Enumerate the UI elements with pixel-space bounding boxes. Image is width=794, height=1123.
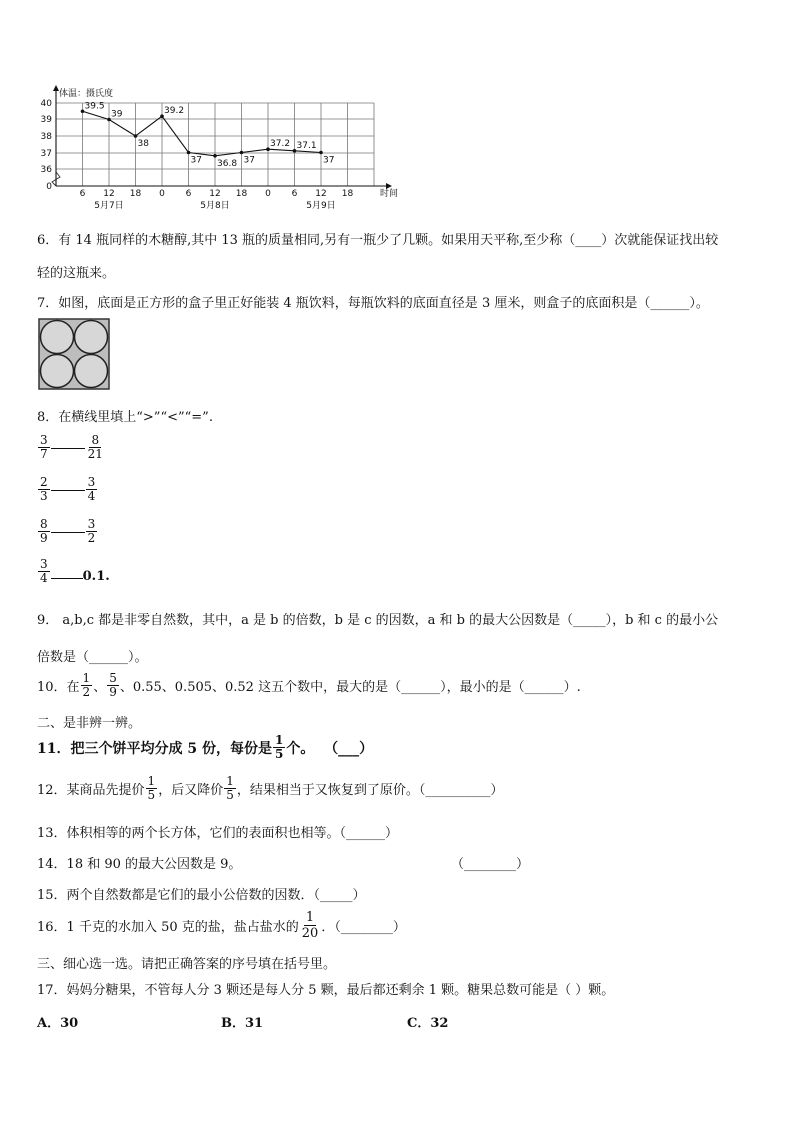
x-tick-label: 12	[315, 189, 327, 199]
question-10	[37, 672, 581, 699]
compare-blank[interactable]	[51, 447, 85, 449]
data-label: 39.2	[164, 106, 185, 117]
section-3-heading: 三、细心选一选。请把正确答案的序号填在括号里。	[37, 957, 337, 972]
fraction-right: $\frac{8}{21}$	[87, 433, 103, 461]
temperature-chart	[36, 85, 399, 215]
question-10-prefix: 10．在	[37, 680, 80, 695]
compare-row-4	[37, 558, 110, 585]
question-15	[37, 884, 366, 903]
fraction-right: $\frac{3}{4}$	[87, 475, 96, 503]
y-axis-title: 体温：摄氏度	[59, 89, 114, 99]
data-label: 37.2	[270, 139, 291, 150]
x-tick-label: 12	[209, 189, 221, 199]
option-b[interactable]: B．31	[221, 1016, 264, 1031]
question-11	[37, 734, 373, 761]
compare-blank[interactable]	[51, 489, 85, 491]
question-12-suffix: ，结果相当于又恢复到了原价。（__________）	[236, 783, 504, 798]
x-tick-label: 6	[79, 189, 86, 199]
compare-row-1	[37, 434, 106, 461]
data-point	[319, 151, 323, 155]
fraction-left: $\frac{8}{9}$	[40, 517, 48, 545]
fraction-left: $\frac{3}{7}$	[40, 433, 48, 461]
data-label: 37.1	[296, 140, 317, 151]
y-tick-label: 38	[40, 132, 52, 142]
fraction-left: $\frac{3}{4}$	[40, 557, 48, 585]
fraction-one-half: $\frac{1}{2}$	[82, 671, 91, 699]
y-tick-label: 40	[40, 99, 52, 109]
question-12	[37, 775, 503, 802]
day-label: 5月8日	[200, 201, 230, 211]
question-12-middle: ，后又降价	[158, 783, 224, 798]
question-9	[37, 609, 718, 628]
question-11-suffix: 个。 （___）	[286, 740, 374, 757]
question-6-cont	[37, 262, 115, 281]
data-label: 37	[243, 155, 255, 166]
question-17	[37, 979, 614, 998]
y-tick-label: 0	[46, 182, 52, 192]
data-point	[187, 151, 191, 155]
data-label: 36.8	[217, 158, 238, 169]
question-16-prefix: 16．1 千克的水加入 50 克的盐，盐占盐水的	[37, 920, 299, 935]
x-tick-label: 18	[129, 189, 142, 199]
question-15-text: 15．两个自然数都是它们的最小公倍数的因数．（_____）	[37, 888, 366, 903]
x-axis-title: 时间	[380, 189, 399, 199]
fraction-right: $\frac{3}{2}$	[87, 517, 96, 545]
fraction-one-twentieth: $\frac{1}{20}$	[301, 910, 319, 941]
question-17-text: 17．妈妈分糖果，不管每人分 3 颗还是每人分 5 颗，最后都还剩余 1 颗。糖果总数可能是（ ）颗。	[37, 983, 615, 998]
question-11-prefix: 11．把三个饼平均分成 5 份，每份是	[37, 740, 272, 757]
question-9-line-1: 9． a,b,c 都是非零自然数，其中，a 是 b 的倍数，b 是 c 的因数，a 和 b 的最大公因数是（_____），b 和 c 的最小公	[37, 613, 719, 628]
x-tick-label: 6	[291, 189, 298, 199]
question-9-cont	[37, 646, 148, 665]
box-with-four-bottles-figure	[38, 318, 110, 390]
question-6	[37, 229, 718, 248]
fraction-left: $\frac{2}{3}$	[40, 475, 48, 503]
y-tick-label: 37	[40, 149, 52, 159]
fraction-one-fifth: $\frac{1}{5}$	[147, 774, 156, 802]
fraction-five-ninths: $\frac{5}{9}$	[109, 671, 117, 699]
y-tick-label: 39	[40, 115, 52, 125]
fraction-one-fifth: $\frac{1}{5}$	[274, 733, 284, 761]
question-14	[37, 853, 241, 872]
x-tick-label: 0	[265, 189, 271, 199]
question-9-line-2: 倍数是（______）。	[37, 650, 148, 665]
question-8	[37, 406, 213, 425]
decimal-right: 0.1.	[82, 569, 110, 584]
x-tick-label: 6	[185, 189, 192, 199]
option-a[interactable]: A．30	[37, 1016, 79, 1031]
compare-blank[interactable]	[51, 577, 83, 579]
question-6-line-2: 轻的这瓶来。	[37, 266, 116, 281]
data-point	[134, 134, 138, 138]
x-tick-label: 12	[103, 189, 115, 199]
question-6-line-1: 6．有 14 瓶同样的木糖醇,其中 13 瓶的质量相同,另有一瓶少了几颗。如果用天平称,至少称（____）次就能保证找出较	[37, 233, 719, 248]
question-7	[37, 292, 709, 311]
data-label: 38	[137, 139, 149, 149]
data-point	[213, 154, 217, 158]
data-label: 39	[111, 109, 123, 120]
data-label: 37	[323, 155, 335, 166]
compare-row-3	[37, 518, 98, 545]
x-tick-label: 18	[235, 189, 248, 199]
data-point	[240, 151, 244, 155]
y-tick-label: 36	[40, 165, 52, 175]
compare-row-2	[37, 476, 98, 503]
question-10-suffix: 、0.55、0.505、0.52 这五个数中，最大的是（______），最小的是（______）.	[119, 680, 581, 695]
question-8-text: 8．在横线里填上“>”“<”“=”.	[37, 410, 213, 425]
data-label: 39.5	[84, 101, 105, 112]
day-label: 5月9日	[306, 201, 336, 211]
data-label: 37	[190, 155, 202, 166]
day-label: 5月7日	[94, 201, 124, 211]
question-13-text: 13．体积相等的两个长方体，它们的表面积也相等。（______）	[37, 826, 399, 841]
question-14-blank: （________）	[451, 857, 530, 872]
compare-blank[interactable]	[51, 531, 85, 533]
question-16-suffix: ．（________）	[321, 920, 406, 935]
question-13	[37, 822, 398, 841]
question-16	[37, 910, 406, 941]
section-2-heading: 二、是非辨一辨。	[37, 716, 142, 731]
option-c[interactable]: C．32	[407, 1016, 449, 1031]
question-14-text: 14．18 和 90 的最大公因数是 9。	[37, 857, 242, 872]
question-7-text: 7．如图，底面是正方形的盒子里正好能装 4 瓶饮料，每瓶饮料的底面直径是 3 厘米，则盒子的底面积是（______）。	[37, 296, 709, 311]
temperature-line-chart-svg	[36, 85, 399, 215]
x-tick-label: 18	[341, 189, 354, 199]
question-12-prefix: 12．某商品先提价	[37, 783, 145, 798]
x-tick-label: 0	[159, 189, 165, 199]
separator: 、	[93, 680, 107, 695]
fraction-one-fifth: $\frac{1}{5}$	[226, 774, 234, 802]
